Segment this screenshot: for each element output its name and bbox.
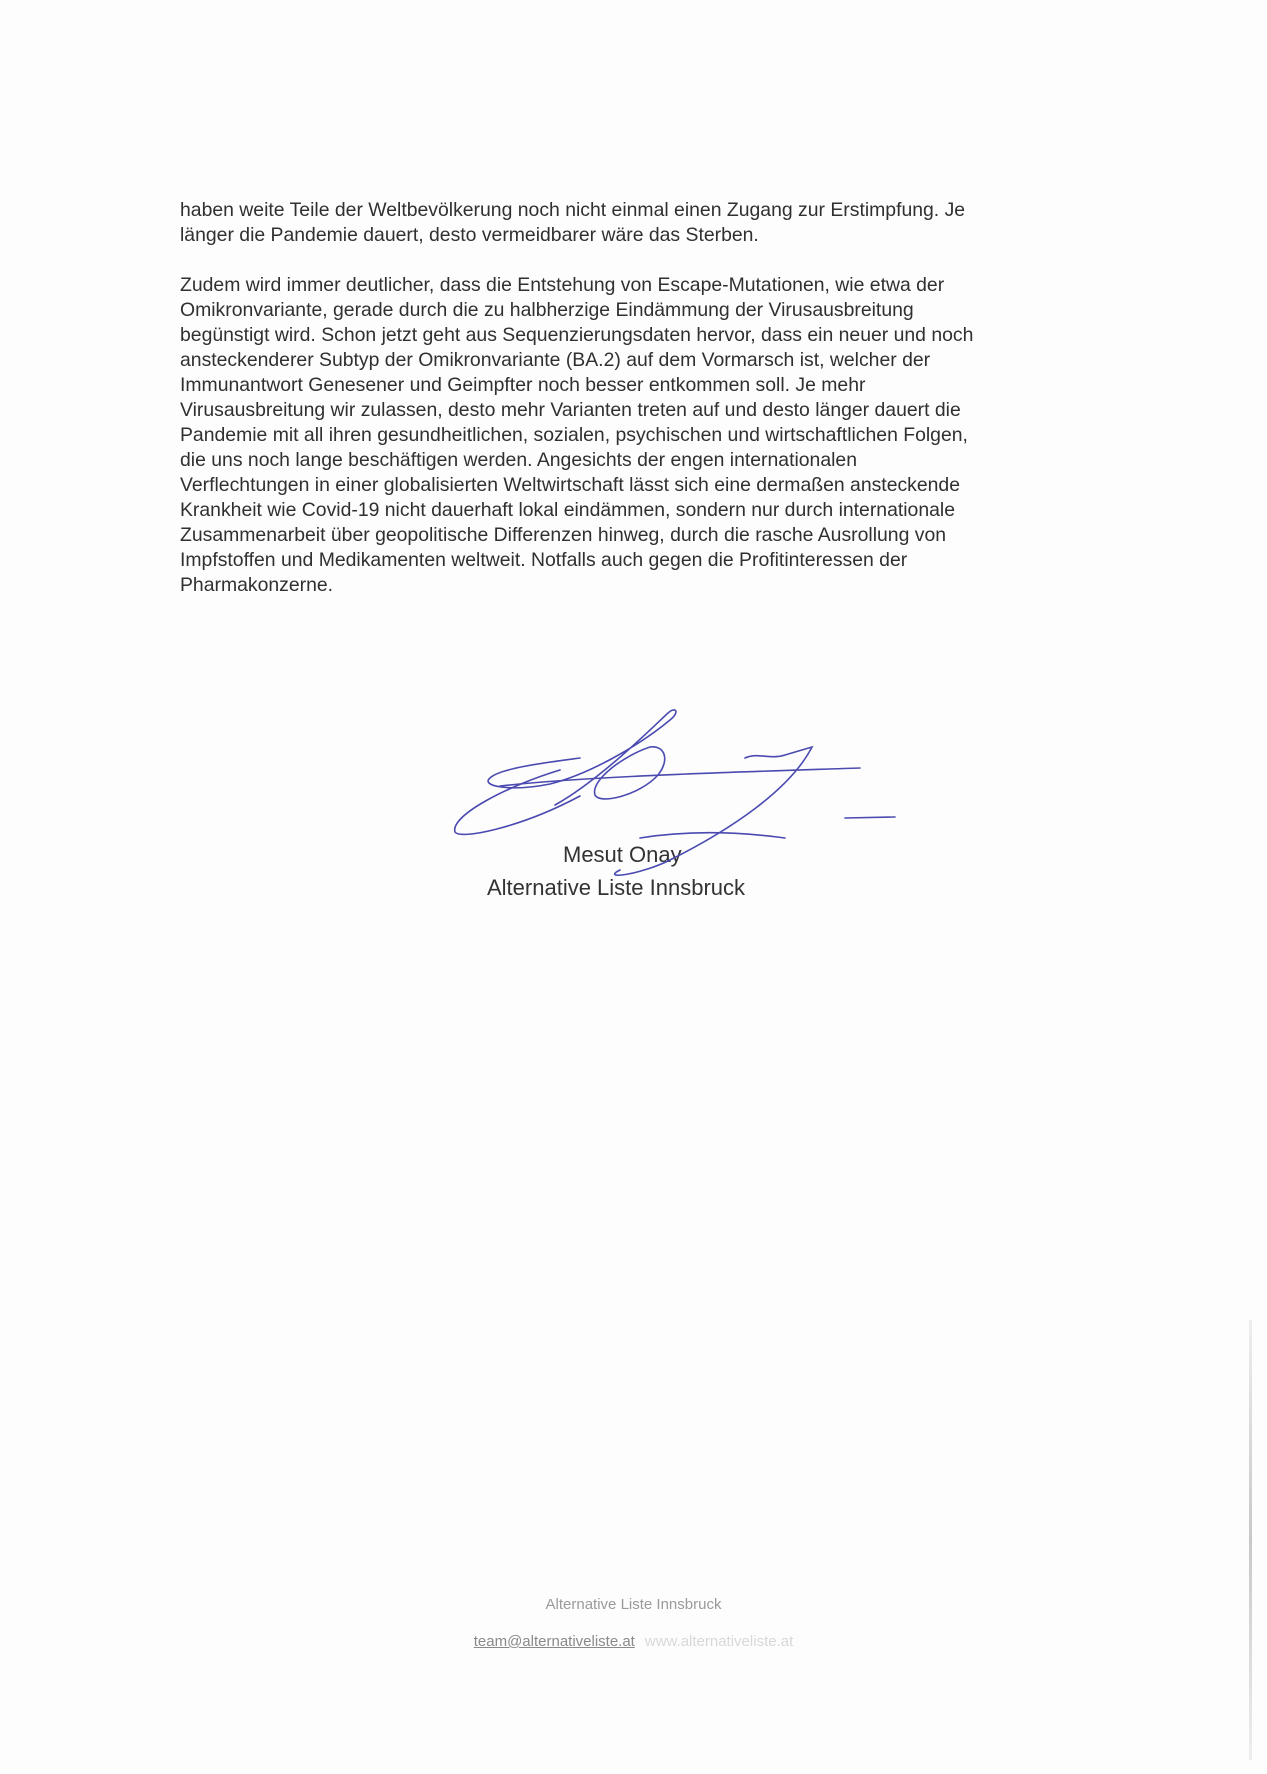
text-line: Omikronvariante, gerade durch die zu halbherzige Eindämmung der Virusausbreitung bbox=[180, 299, 914, 321]
text-line: begünstigt wird. Schon jetzt geht aus Sequenzierungsdaten hervor, dass ein neuer und noch bbox=[180, 324, 974, 346]
scan-edge-shadow bbox=[1249, 1320, 1252, 1760]
signatory-organization: Alternative Liste Innsbruck bbox=[487, 875, 746, 900]
text-line: Verflechtungen in einer globalisierten Weltwirtschaft lässt sich eine dermaßen ansteckende bbox=[180, 474, 960, 496]
text-line: ansteckenderer Subtyp der Omikronvariante (BA.2) auf dem Vormarsch ist, welcher der bbox=[180, 349, 931, 371]
footer-email-link[interactable]: team@alternativeliste.at bbox=[473, 1633, 635, 1650]
text-line: haben weite Teile der Weltbevölkerung noch nicht einmal einen Zugang zur Erstimpfung. Je bbox=[180, 199, 966, 221]
text-line: Pharmakonzerne. bbox=[180, 574, 334, 596]
text-line: Krankheit wie Covid-19 nicht dauerhaft lokal eindämmen, sondern nur durch internationale bbox=[180, 499, 956, 521]
footer-website[interactable]: www.alternativeliste.at bbox=[644, 1633, 794, 1650]
footer-contact bbox=[0, 1633, 1267, 1650]
text-line: Immunantwort Genesener und Geimpfter noch besser entkommen soll. Je mehr bbox=[180, 374, 866, 396]
text-line: Zudem wird immer deutlicher, dass die Entstehung von Escape-Mutationen, wie etwa der bbox=[180, 274, 945, 296]
text-line: Virusausbreitung wir zulassen, desto mehr Varianten treten auf und desto länger dauert die bbox=[180, 399, 961, 421]
text-line: Pandemie mit all ihren gesundheitlichen, sozialen, psychischen und wirtschaftlichen Folgen, bbox=[180, 424, 968, 446]
signatory-name: Mesut Onay bbox=[563, 842, 682, 867]
paragraph-2 bbox=[180, 273, 1100, 598]
handwritten-signature bbox=[440, 700, 920, 910]
text-line: Impfstoffen und Medikamenten weltweit. Notfalls auch gegen die Profitinteressen der bbox=[180, 549, 908, 571]
text-line: länger die Pandemie dauert, desto vermeidbarer wäre das Sterben. bbox=[180, 224, 759, 246]
text-line: Zusammenarbeit über geopolitische Differenzen hinweg, durch die rasche Ausrollung von bbox=[180, 524, 947, 546]
paragraph-1 bbox=[180, 198, 1100, 248]
text-line: die uns noch lange beschäftigen werden. Angesichts der engen internationalen bbox=[180, 449, 858, 471]
footer-organization: Alternative Liste Innsbruck bbox=[545, 1596, 722, 1613]
